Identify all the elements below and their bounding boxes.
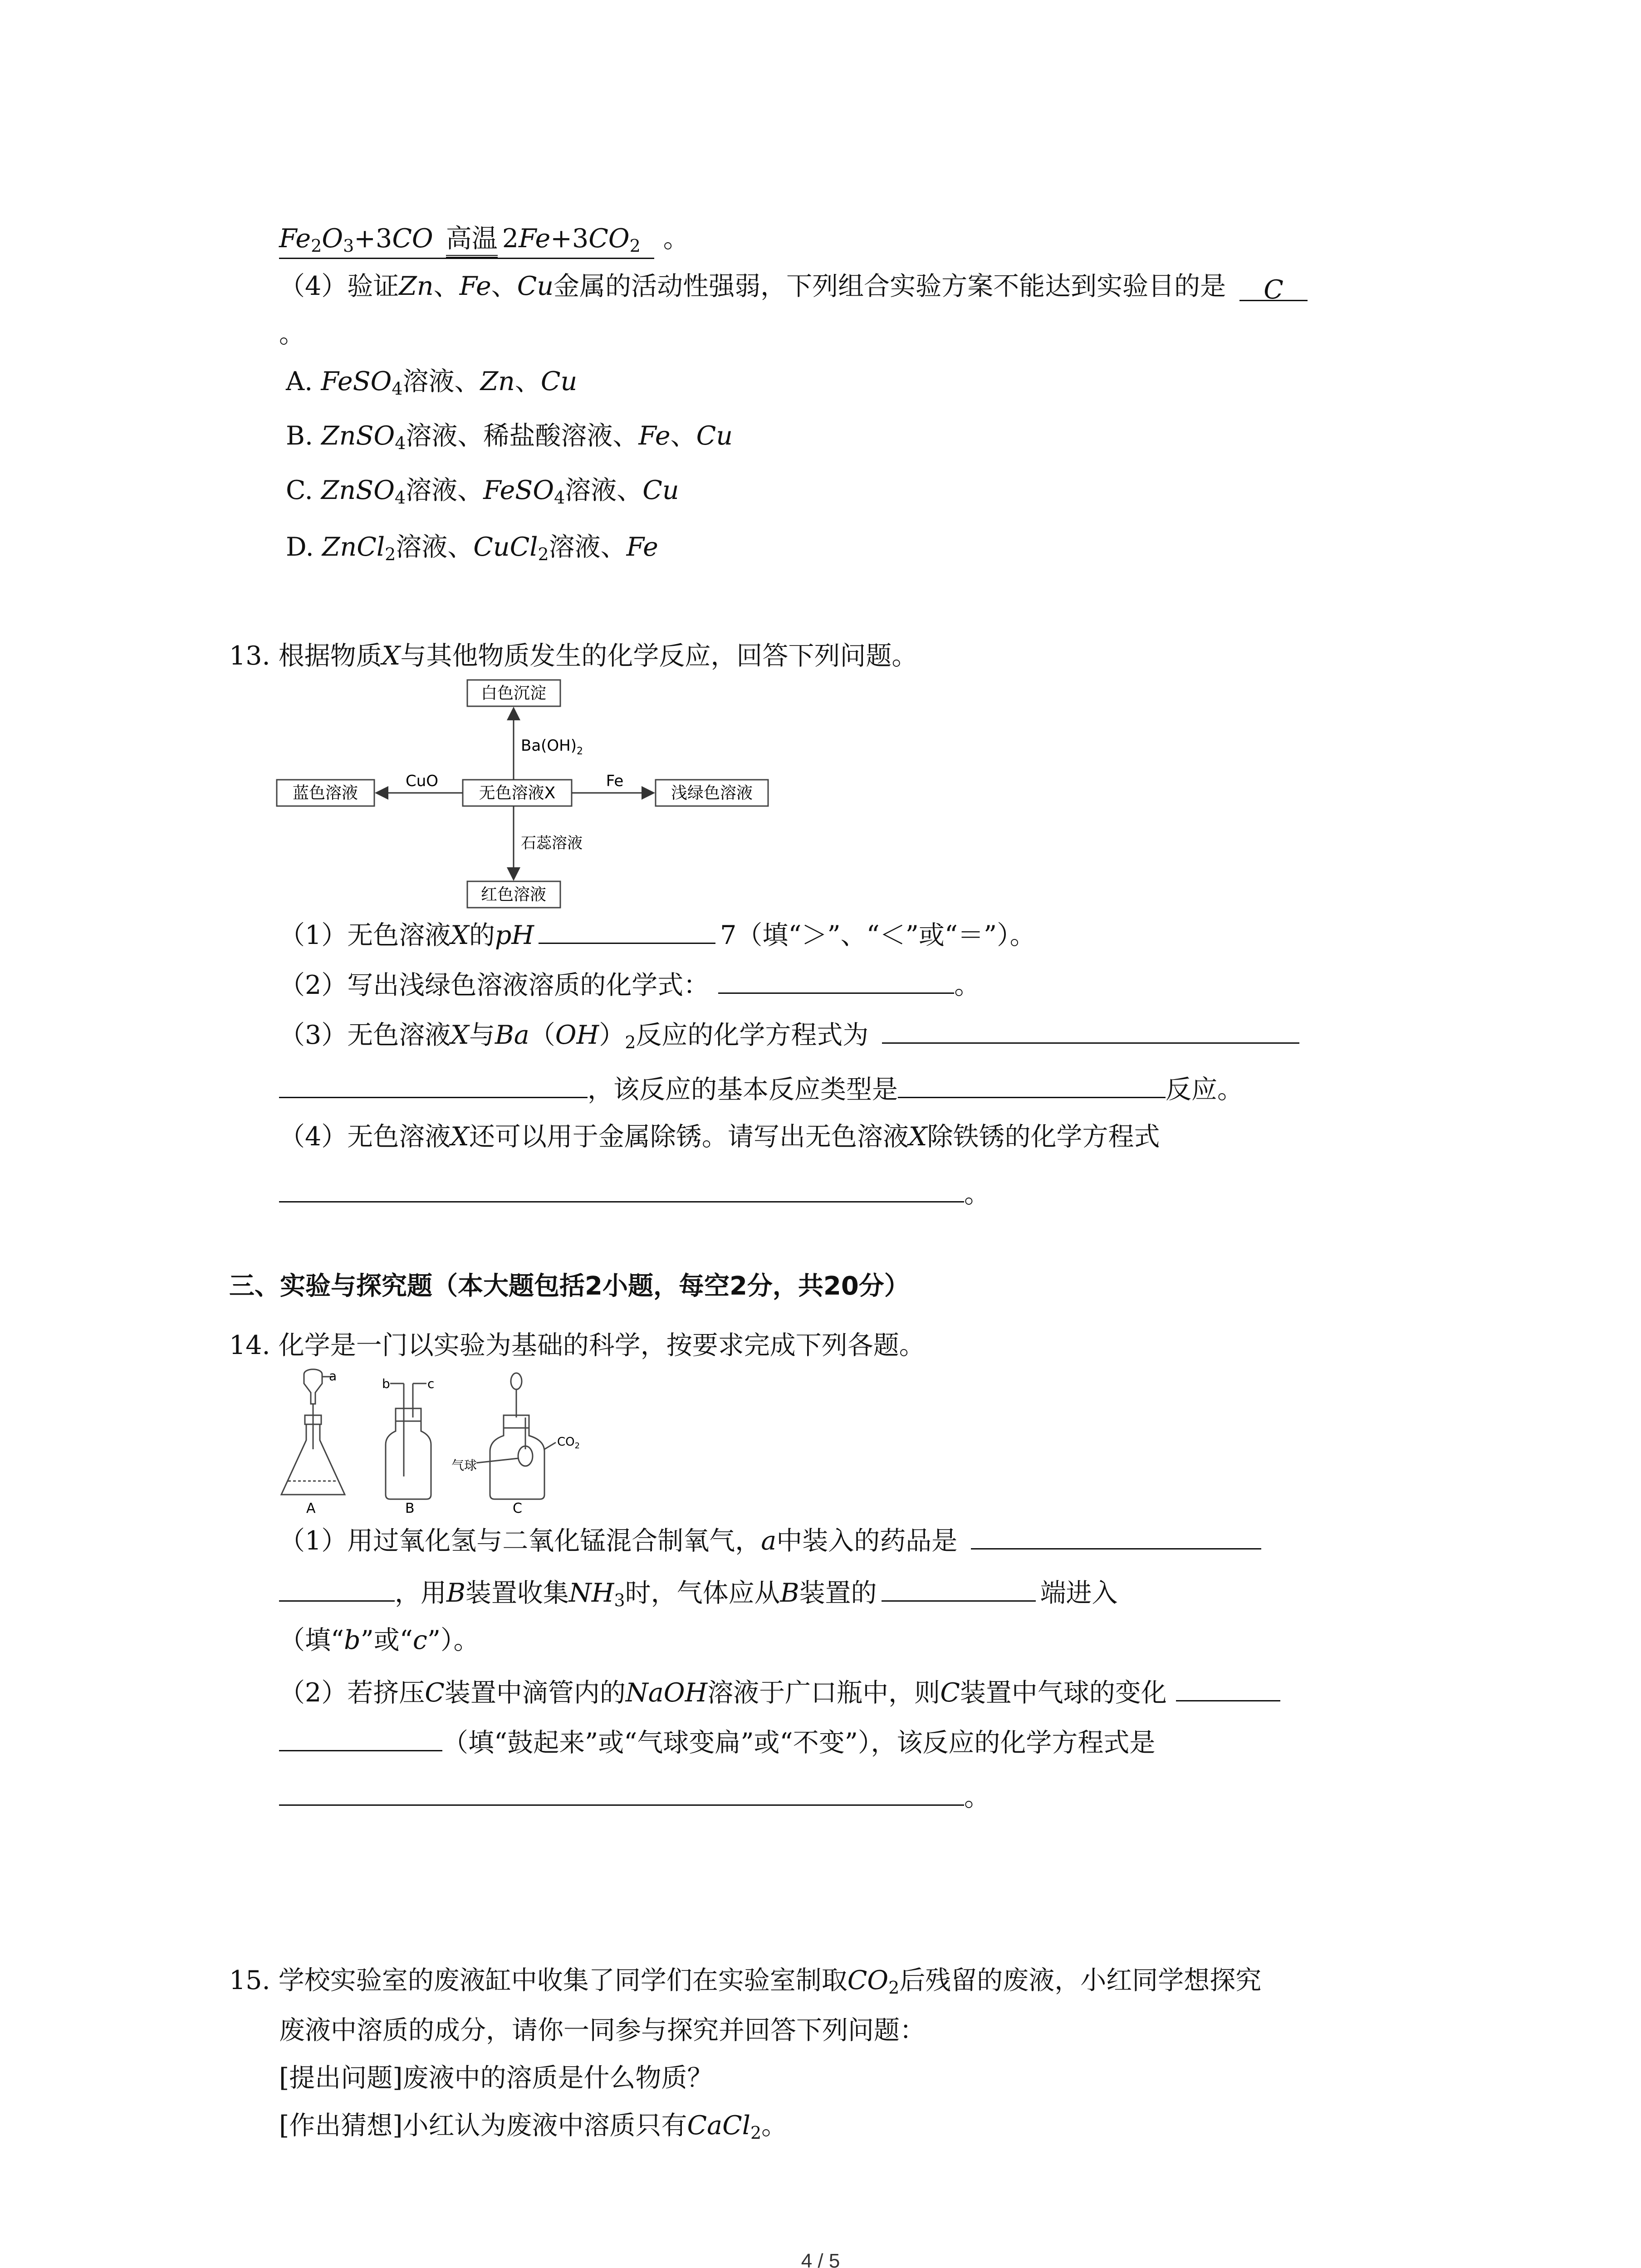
apparatus-a <box>281 1369 345 1495</box>
q14-stem: 14. 化学是一门以实验为基础的科学，按要求完成下列各题。 <box>229 1330 925 1360</box>
box-top: 白色沉淀 <box>480 684 547 703</box>
q13-stem: 13. 根据物质X与其他物质发生的化学反应，回答下列问题。 <box>229 641 918 671</box>
answer-blank <box>898 1070 1166 1098</box>
answer-blank <box>1176 1674 1280 1701</box>
q14-part1-cont: ，用B装置收集$NH_3$时，气体应从B装置的 端进入 <box>279 1574 1118 1609</box>
q13-part3: （3）无色溶液X与$Ba(OH)_2$反应的化学方程式为 <box>279 1016 1299 1051</box>
reaction-condition: 高温 <box>446 222 498 258</box>
answer-blank <box>539 916 715 944</box>
answer-blank <box>718 966 954 994</box>
q13-part3-cont: ，该反应的基本反应类型是 反应。 <box>279 1070 1243 1106</box>
box-left: 蓝色溶液 <box>292 784 358 802</box>
q14-part2-answer: 。 <box>279 1778 990 1813</box>
label-C: C <box>513 1501 522 1516</box>
label-baoh2: $Ba(OH)_2$ <box>521 737 583 757</box>
option-d: D. ZnCl$_2$溶液、CuCl$_2$溶液、Fe <box>286 532 658 564</box>
answer-blank <box>279 1778 964 1806</box>
section-heading: 三、实验与探究题（本大题包括2小题，每空2分，共20分） <box>229 1271 910 1301</box>
q14-part1: （1）用过氧化氢与二氧化锰混合制氧气，a中装入的药品是 <box>279 1522 1261 1557</box>
answer-blank <box>882 1016 1299 1044</box>
reaction-diagram <box>272 678 780 914</box>
box-right: 浅绿色溶液 <box>671 784 753 802</box>
answer-blank <box>279 1724 442 1751</box>
answer-blank <box>971 1522 1261 1549</box>
q13-part1: （1）无色溶液X的pH 7（填“＞”、“＜”或“＝”）。 <box>279 916 1036 952</box>
label-litmus: 石蕊溶液 <box>521 834 583 852</box>
label-fe: Fe <box>606 772 624 790</box>
q15-line2: 废液中溶质的成分，请你一同参与探究并回答下列问题： <box>279 2015 926 2045</box>
q14-part2-cont: （填“鼓起来”或“气球变扁”或“不变”），该反应的化学方程式是 <box>279 1724 1155 1759</box>
q15-line4: [作出猜想]小红认为废液中溶质只有CaCl$_2$。 <box>279 2111 788 2143</box>
label-B: B <box>405 1501 415 1516</box>
page-number: 4 / 5 <box>801 2250 840 2268</box>
label-co2: $CO_2$ <box>557 1435 580 1451</box>
apparatus-c <box>476 1373 556 1499</box>
box-bottom: 红色溶液 <box>480 885 547 904</box>
q13-part2: （2）写出浅绿色溶液溶质的化学式： 。 <box>279 966 980 1002</box>
apparatus-b <box>386 1383 431 1499</box>
label-b: b <box>382 1376 390 1391</box>
label-a: a <box>329 1369 337 1383</box>
label-A: A <box>306 1501 316 1516</box>
label-c: c <box>427 1376 435 1391</box>
q12-part4-end: 。 <box>279 319 305 349</box>
option-b: B. ZnSO$_4$溶液、稀盐酸溶液、Fe、Cu <box>286 421 733 453</box>
answer-blank <box>882 1574 1036 1602</box>
label-balloon: 气球 <box>451 1458 477 1473</box>
answer-blank <box>279 1175 964 1202</box>
option-a: A. FeSO$_4$溶液、Zn、Cu <box>286 367 578 399</box>
label-cuo: CuO <box>405 772 439 790</box>
q15-line3: [提出问题]废液中的溶质是什么物质？ <box>279 2063 713 2093</box>
q12-equation: $Fe_2O_3+3CO$ 高温 $2Fe+3CO_2$ 。 <box>279 222 689 259</box>
q14-part1-hint: （填“b”或“c”）。 <box>279 1625 480 1655</box>
formula: Fe <box>279 224 311 254</box>
answer-blank <box>279 1070 588 1098</box>
q13-part4-answer: 。 <box>279 1175 990 1210</box>
answer-blank <box>279 1574 395 1602</box>
apparatus-figure <box>277 1368 631 1522</box>
box-center: 无色溶液X <box>479 784 556 802</box>
answer-blank: C <box>1239 274 1308 301</box>
q13-part4: （4）无色溶液X还可以用于金属除锈。请写出无色溶液X除铁锈的化学方程式 <box>279 1122 1160 1152</box>
q12-part4: （4）验证Zn、Fe、Cu金属的活动性强弱，下列组合实验方案不能达到实验目的是 C <box>279 270 1308 303</box>
option-c: C. ZnSO$_4$溶液、FeSO$_4$溶液、Cu <box>286 475 679 508</box>
q14-part2: （2）若挤压C装置中滴管内的NaOH溶液于广口瓶中，则C装置中气球的变化 <box>279 1674 1280 1709</box>
q15-line1: 15. 学校实验室的废液缸中收集了同学们在实验室制取$CO_2$后残留的废液，小红同学想探究 <box>229 1965 1262 1998</box>
